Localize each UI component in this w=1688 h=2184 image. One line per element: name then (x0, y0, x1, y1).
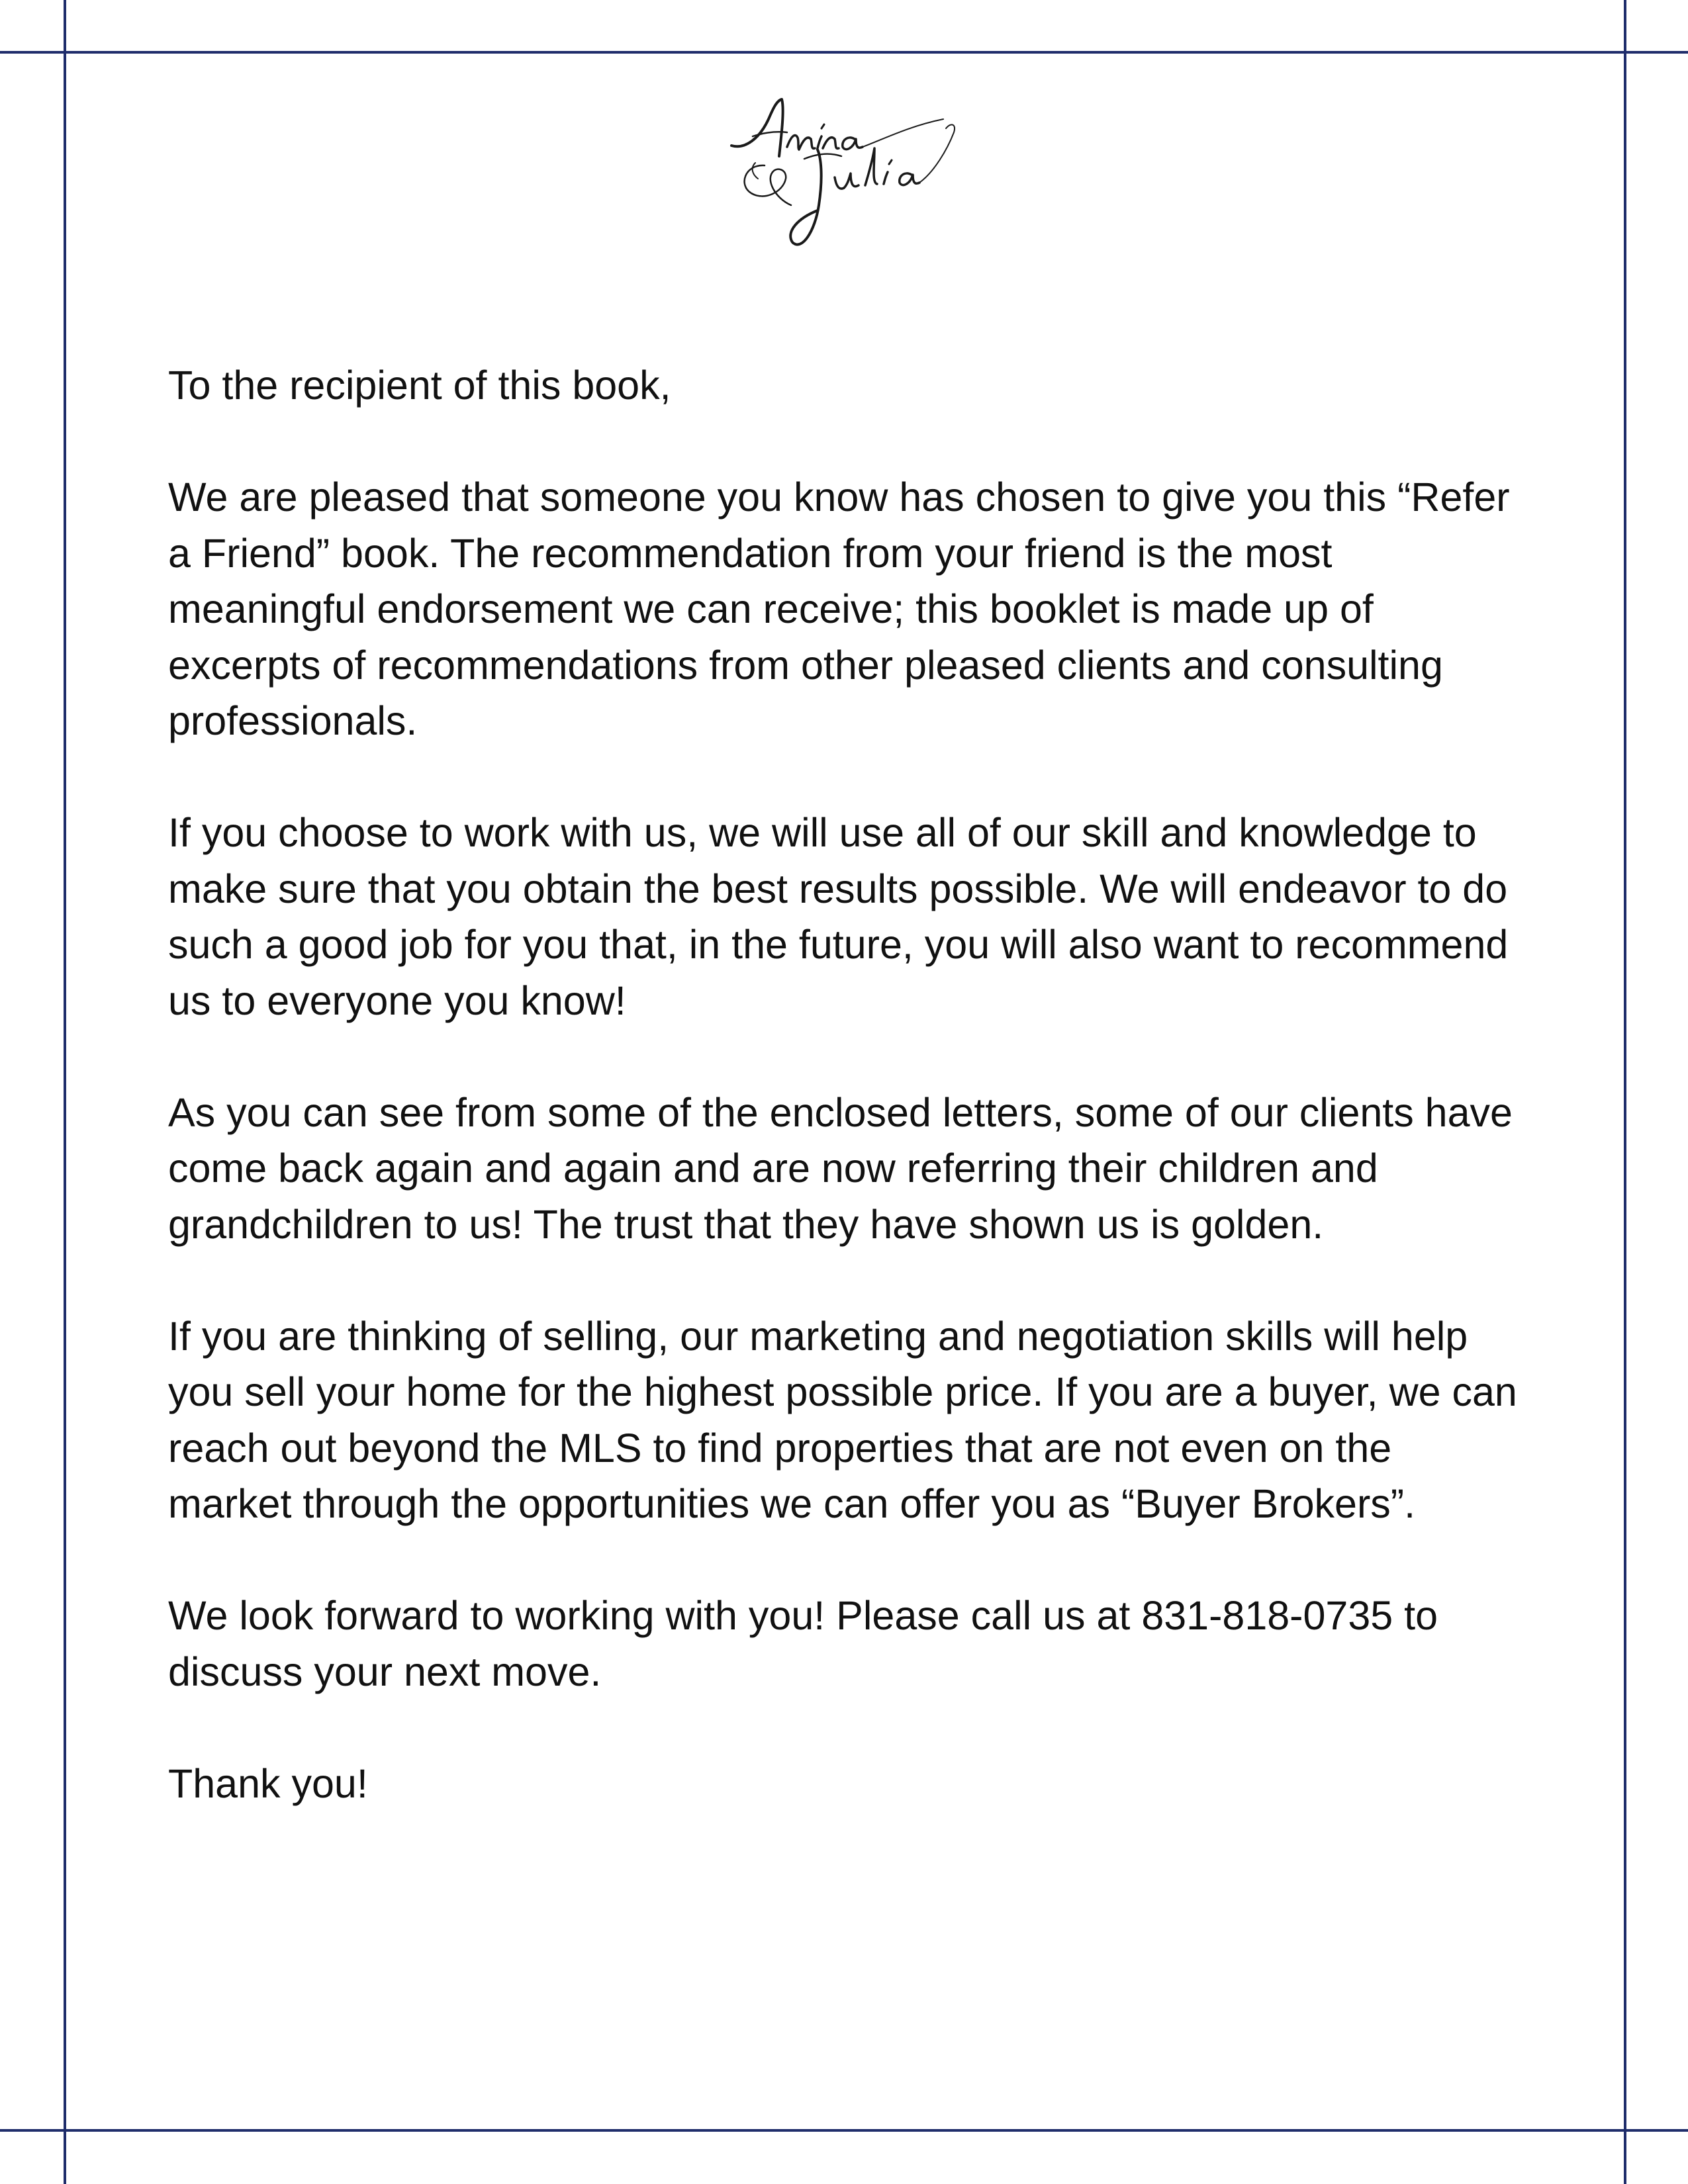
frame-line-top (0, 51, 1688, 54)
letter-salutation: To the recipient of this book, (168, 363, 671, 408)
letter-paragraph-2: If you choose to work with us, we will use all of our skill and knowledge to make sure that you obtain the best results possible. We will endeavor to do such a good job for you that, in the future, you will also want to recommend us to everyone you know! (168, 810, 1509, 1023)
frame-line-left (64, 0, 66, 2184)
letter-closing: Thank you! (168, 1760, 368, 1806)
letter-paragraph-3: As you can see from some of the enclosed letters, some of our clients have come back again and again and are now referring their children and grandchildren to us! The trust that they have shown us is golden. (168, 1089, 1513, 1247)
letter-paragraph-5: We look forward to working with you! Please call us at 831-818-0735 to discuss your next move. (168, 1593, 1438, 1694)
frame-line-bottom (0, 2129, 1688, 2132)
letter-paragraph-1: We are pleased that someone you know has chosen to give you this “Refer a Friend” book. The recommendation from your friend is the most meaningful endorsement we can receive; this booklet is made up of excerpts of recommendations from other pleased clients and consulting professionals. (168, 475, 1510, 743)
frame-line-right (1624, 0, 1626, 2184)
letter-paragraph-4: If you are thinking of selling, our marketing and negotiation skills will help you sell your home for the highest possible price. If you are a buyer, we can reach out beyond the MLS to find properties that are not even on the market through the opportunities we can offer you as “Buyer Brokers”. (168, 1313, 1517, 1526)
anina-julia-logo (718, 93, 970, 265)
letter-body (168, 357, 1525, 1811)
